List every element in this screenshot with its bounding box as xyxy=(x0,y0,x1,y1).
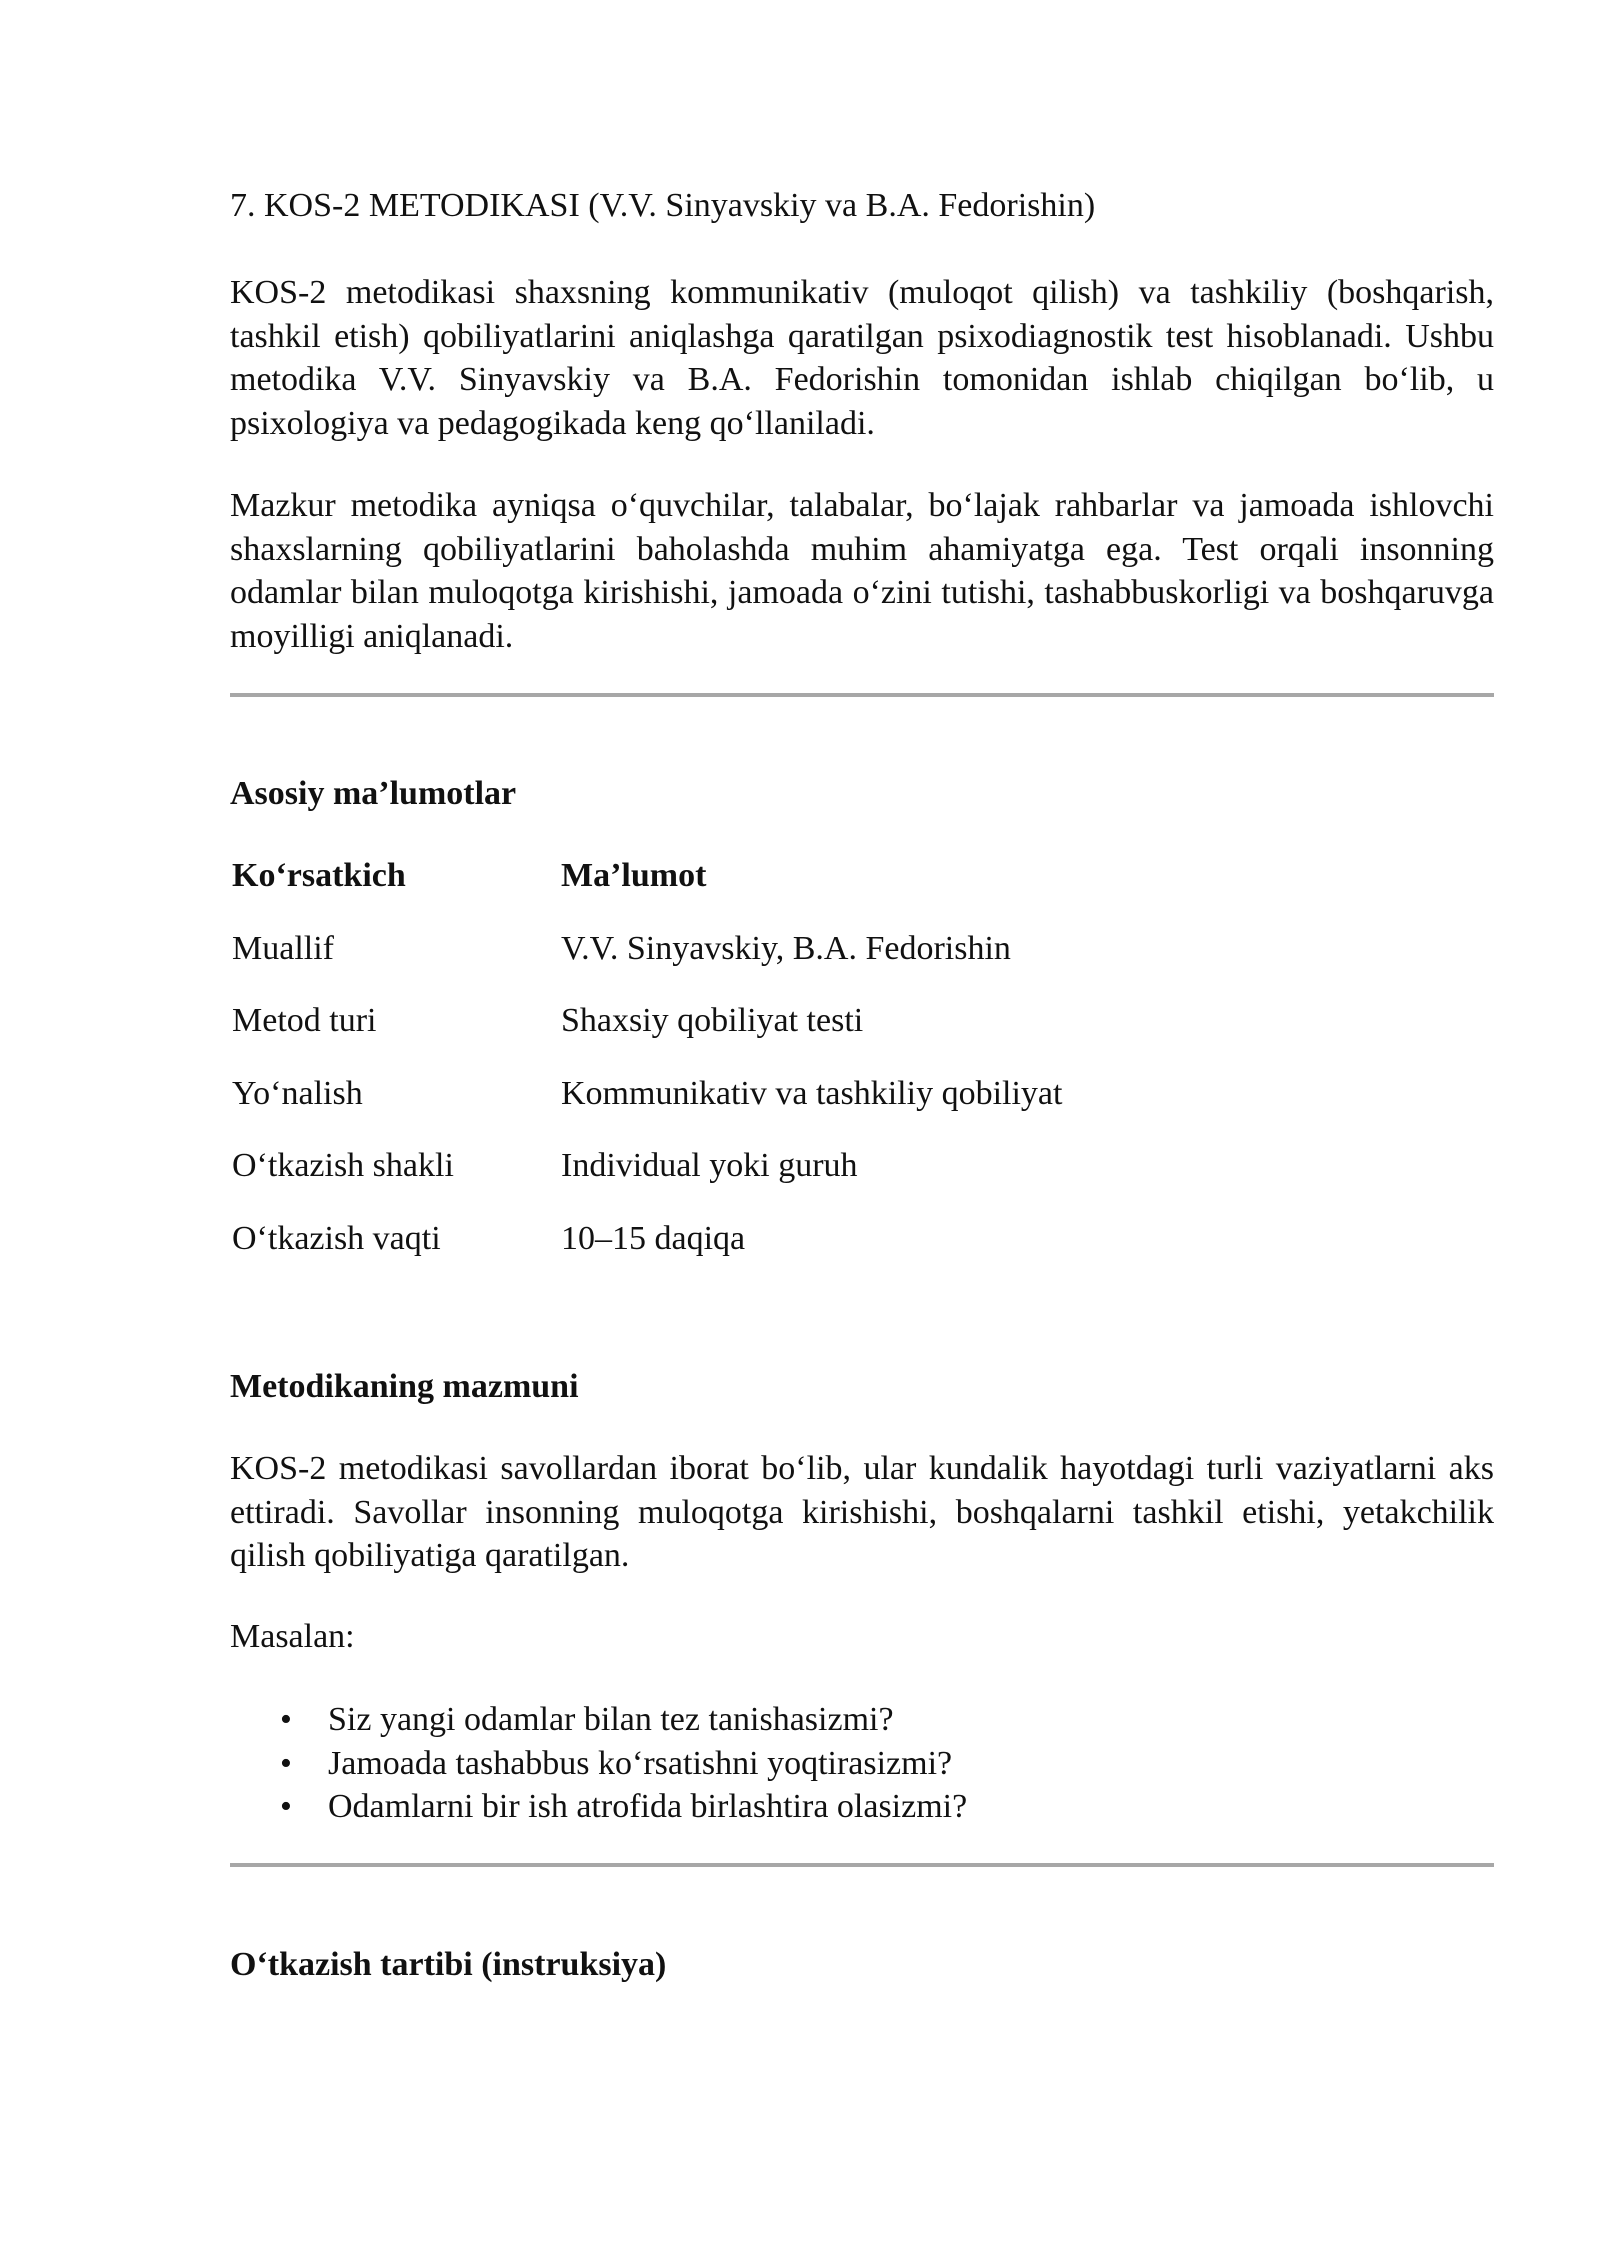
horizontal-divider xyxy=(230,693,1494,697)
table-cell-value: Kommunikativ va tashkiliy qobiliyat xyxy=(561,1074,1063,1112)
table-row xyxy=(232,926,1232,999)
table-cell-value: 10–15 daqiqa xyxy=(561,1219,746,1257)
table-cell-value: V.V. Sinyavskiy, B.A. Fedorishin xyxy=(561,929,1011,967)
bullet-icon: • xyxy=(280,1701,292,1738)
list-item xyxy=(230,1785,967,1829)
content-paragraph: KOS-2 metodikasi savollardan iborat bo‘lib, ular kundalik hayotdagi turli vaziyatlarni aks ettiradi. Savollar insonning muloqotga kirishishi, boshqalarni tashkil etishi, yetakchilik qilish qobiliyatiga qaratilgan. xyxy=(230,1450,1494,1574)
table-cell-label: Metod turi xyxy=(232,1002,377,1039)
table-row xyxy=(232,998,1232,1071)
list-item xyxy=(230,1698,967,1742)
table-row xyxy=(232,1071,1232,1144)
example-label: Masalan: xyxy=(230,1618,355,1655)
column-header-indicator: Ko‘rsatkich xyxy=(232,857,406,894)
table-cell-value: Shaxsiy qobiliyat testi xyxy=(561,1002,864,1039)
section-heading-basic-info: Asosiy ma’lumotlar xyxy=(230,775,517,812)
intro-paragraph-1: KOS-2 metodikasi shaxsning kommunikativ (muloqot qilish) va tashkiliy (boshqarish, tashkil etish) qobiliyatlarini aniqlashga qaratilgan psixodiagnostik test hisoblanadi. Ushbu metodika V.V. Sinyavskiy va B.A. Fedorishin tomonidan ishlab chiqilgan bo‘lib, u psixologiya va pedagogikada keng qo‘llaniladi. xyxy=(230,274,1494,442)
list-item xyxy=(230,1742,967,1786)
list-item-text: Siz yangi odamlar bilan tez tanishasizmi? xyxy=(328,1701,894,1738)
document-title: 7. KOS-2 METODIKASI (V.V. Sinyavskiy va B.A. Fedorishin) xyxy=(230,187,1096,224)
table-cell-label: O‘tkazish vaqti xyxy=(232,1219,441,1257)
column-header-information: Ma’lumot xyxy=(561,857,707,894)
section-heading-procedure: O‘tkazish tartibi (instruksiya) xyxy=(230,1946,667,1983)
bullet-icon: • xyxy=(280,1744,292,1782)
example-questions-list xyxy=(230,1698,967,1829)
table-row xyxy=(232,1143,1232,1216)
bullet-icon: • xyxy=(280,1788,292,1825)
table-cell-label: Yo‘nalish xyxy=(232,1074,363,1112)
list-item-text: Jamoada tashabbus ko‘rsatishni yoqtirasizmi? xyxy=(328,1744,953,1782)
intro-paragraph-2: Mazkur metodika ayniqsa o‘quvchilar, talabalar, bo‘lajak rahbarlar va jamoada ishlovchi shaxslarning qobiliyatlarini baholashda muhim ahamiyatga ega. Test orqali insonning odamlar bilan muloqotga kirishishi, jamoada o‘zini tutishi, tashabbuskorligi va boshqaruvga moyilligi aniqlanadi. xyxy=(230,487,1494,655)
basic-info-table xyxy=(232,853,1232,1288)
table-cell-label: Muallif xyxy=(232,929,334,967)
table-row xyxy=(232,1216,1232,1289)
section-heading-content: Metodikaning mazmuni xyxy=(230,1368,579,1405)
horizontal-divider xyxy=(230,1863,1494,1867)
table-header-row xyxy=(232,853,1232,926)
table-cell-label: O‘tkazish shakli xyxy=(232,1147,454,1184)
table-cell-value: Individual yoki guruh xyxy=(561,1147,858,1184)
list-item-text: Odamlarni bir ish atrofida birlashtira olasizmi? xyxy=(328,1788,968,1825)
